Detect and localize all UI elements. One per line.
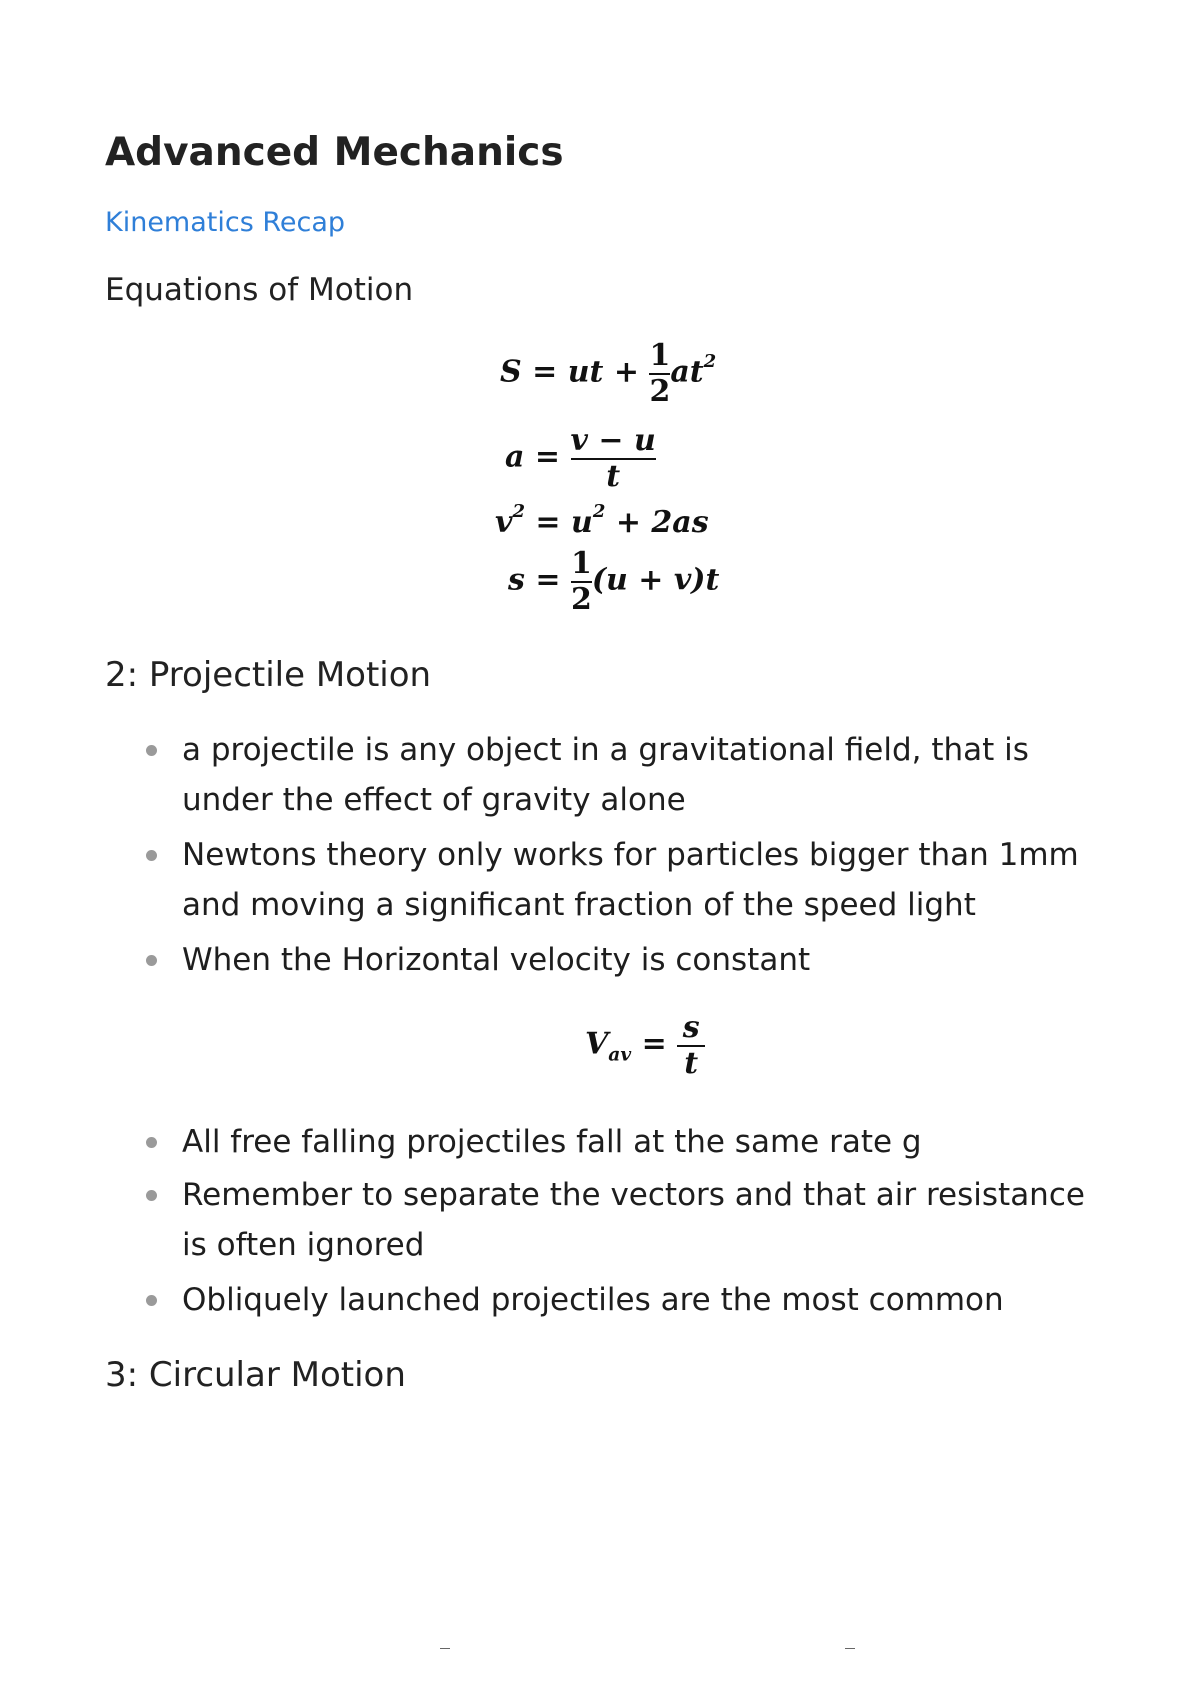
page-mark-left [440, 1648, 450, 1649]
bullet-dot [146, 1295, 157, 1306]
equations-heading: Equations of Motion [105, 272, 414, 308]
equation-average-velocity: $V_{av}$ = $\frac{s}{t}$ [585, 1012, 705, 1079]
list-item: When the Horizontal velocity is constant [182, 935, 1112, 985]
equation-velocity-squared: $v^2 = u^2 + 2as$ [495, 501, 709, 540]
bullet-dot [146, 745, 157, 756]
list-item: Remember to separate the vectors and that air resistance is often ignored [182, 1170, 1112, 1270]
page-mark-right [845, 1648, 855, 1649]
list-item: All free falling projectiles fall at the same rate g [182, 1117, 1112, 1167]
section-heading-circular-motion: 3: Circular Motion [105, 1355, 406, 1395]
bullet-dot [146, 1190, 157, 1201]
bullet-dot [146, 1137, 157, 1148]
page-title: Advanced Mechanics [105, 130, 564, 175]
equation-displacement: S = ut + $\frac{1}{2}$ $at^2$ [500, 338, 717, 409]
bullet-dot [146, 955, 157, 966]
kinematics-recap-link[interactable]: Kinematics Recap [105, 207, 346, 238]
equation-acceleration: a = $\frac{v - u}{t}$ [505, 423, 656, 494]
section-heading-projectile-motion: 2: Projectile Motion [105, 655, 432, 695]
equation-average-displacement: s = $\frac{1}{2}$ (u + v)t [508, 546, 720, 617]
list-item: Obliquely launched projectiles are the most common [182, 1275, 1112, 1325]
list-item: a projectile is any object in a gravitational field, that is under the effect of gravity alone [182, 725, 1112, 825]
bullet-dot [146, 850, 157, 861]
list-item: Newtons theory only works for particles bigger than 1mm and moving a significant fraction of the speed light [182, 830, 1112, 930]
